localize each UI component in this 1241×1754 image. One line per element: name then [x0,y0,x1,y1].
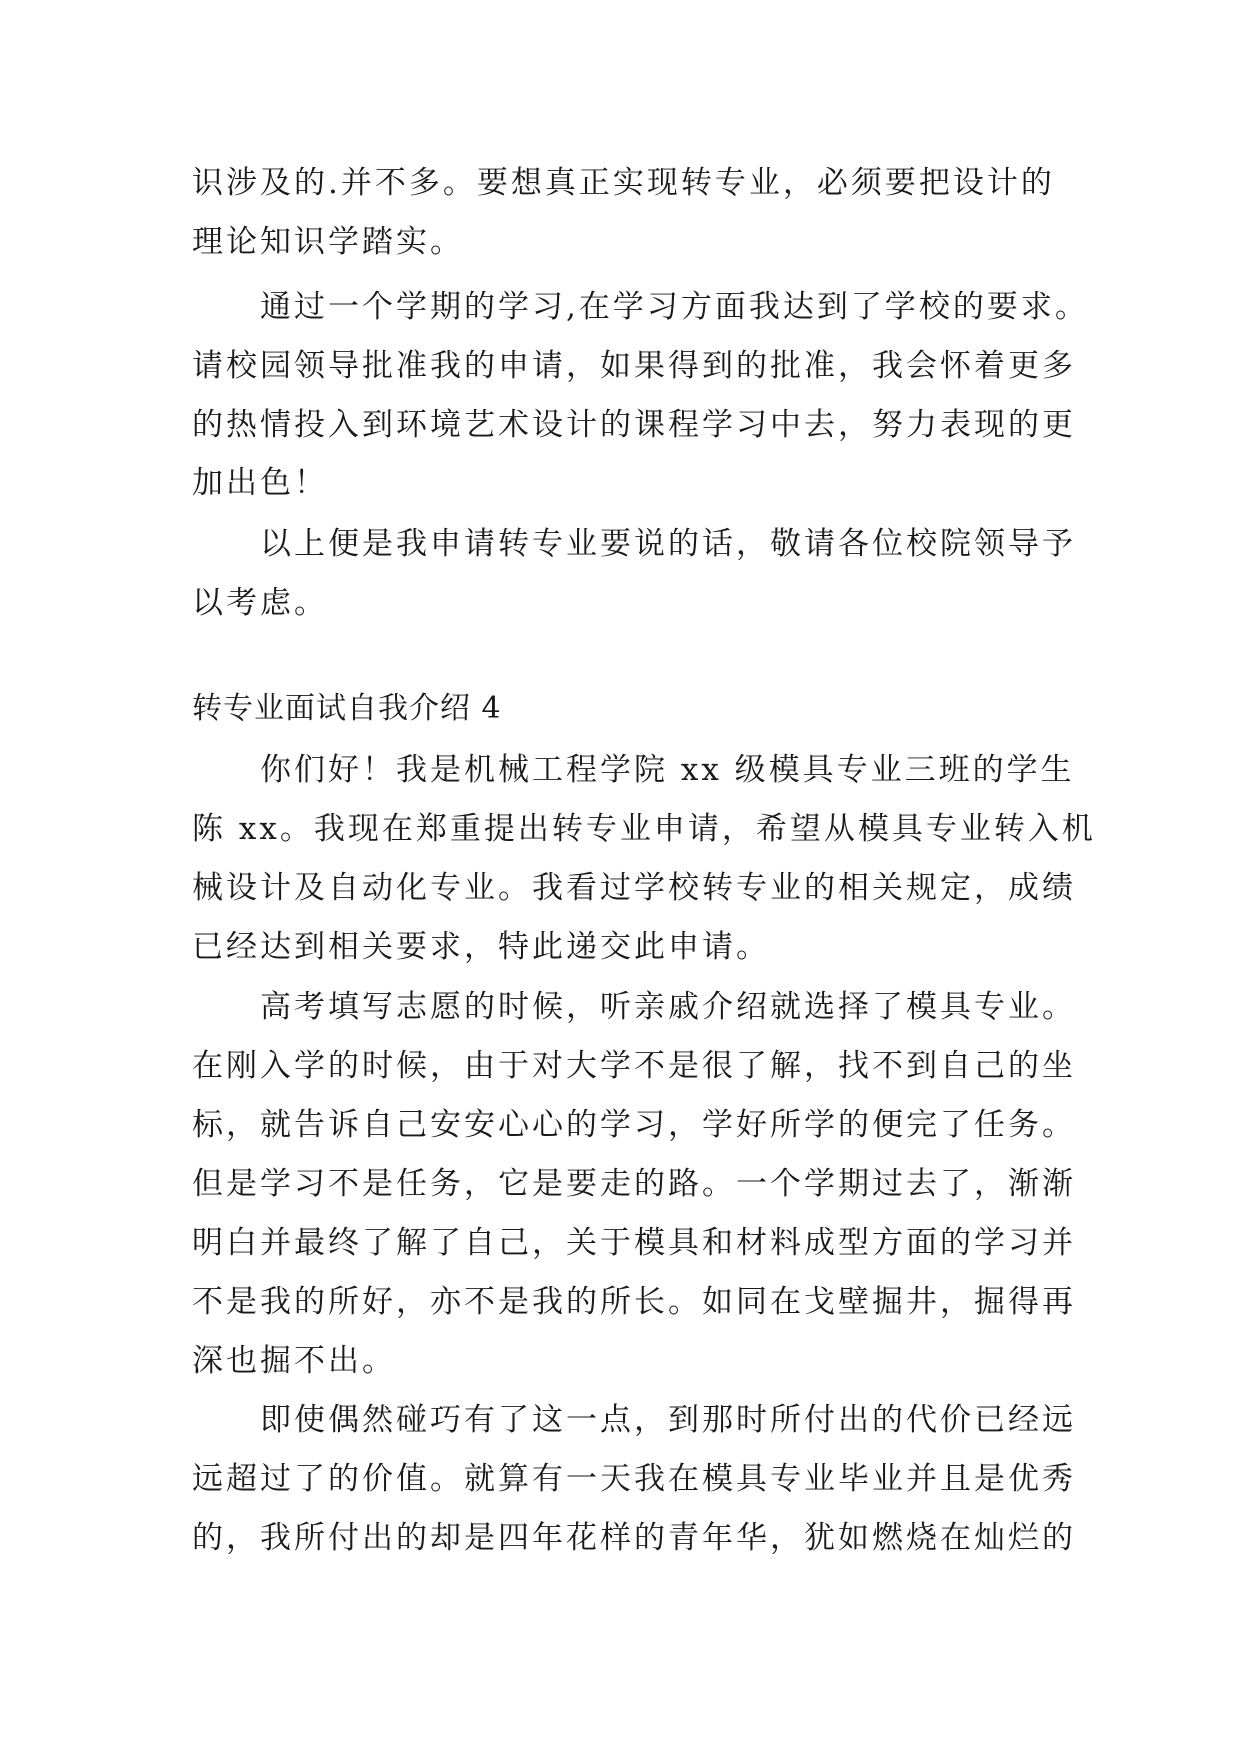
text-line: 陈 xx。我现在郑重提出转专业申请，希望从模具专业转入机 [192,811,1096,847]
section-heading: 转专业面试自我介绍 4 [192,691,502,726]
text-line: 深也掘不出。 [192,1343,396,1379]
text-line: 的，我所付出的却是四年花样的青年华，犹如燃烧在灿烂的 [192,1520,1076,1556]
text-line: 远超过了的价值。就算有一天我在模具专业毕业并且是优秀 [192,1461,1076,1497]
text-line: 不是我的所好，亦不是我的所长。如同在戈壁掘井，掘得再 [192,1284,1076,1320]
text-line: 你们好！我是机械工程学院 xx 级模具专业三班的学生 [260,752,1075,788]
text-line: 通过一个学期的学习,在学习方面我达到了学校的要求。 [260,289,1089,325]
text-line: 识涉及的.并不多。要想真正实现转专业，必须要把设计的 [192,165,1055,201]
text-line: 标，就告诉自己安安心心的学习，学好所学的便完了任务。 [192,1107,1076,1143]
text-line: 即使偶然碰巧有了这一点，到那时所付出的代价已经远 [260,1402,1076,1438]
text-line: 在刚入学的时候，由于对大学不是很了解，找不到自己的坐 [192,1048,1076,1084]
text-line: 请校园领导批准我的申请，如果得到的批准，我会怀着更多 [192,348,1076,384]
text-line: 以考虑。 [192,585,328,621]
text-line: 理论知识学踏实。 [192,224,464,260]
text-line: 明白并最终了解了自己，关于模具和材料成型方面的学习并 [192,1225,1076,1261]
text-line: 已经达到相关要求，特此递交此申请。 [192,929,770,965]
text-line: 但是学习不是任务，它是要走的路。一个学期过去了，渐渐 [192,1166,1076,1202]
text-line: 以上便是我申请转专业要说的话，敬请各位校院领导予 [260,526,1076,562]
text-line: 加出色！ [192,465,328,501]
text-line: 的热情投入到环境艺术设计的课程学习中去，努力表现的更 [192,407,1076,443]
text-line: 高考填写志愿的时候，听亲戚介绍就选择了模具专业。 [260,989,1076,1025]
text-line: 械设计及自动化专业。我看过学校转专业的相关规定，成绩 [192,870,1076,906]
